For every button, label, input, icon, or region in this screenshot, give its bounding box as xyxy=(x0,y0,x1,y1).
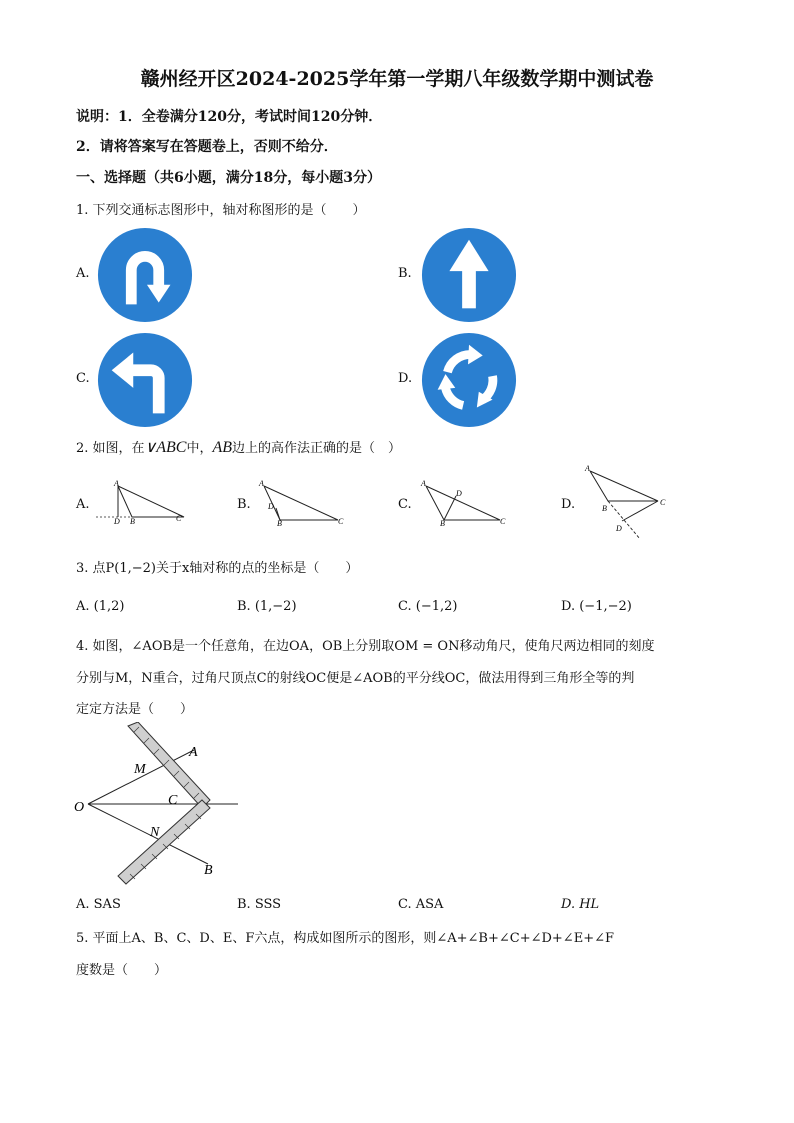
q2b-label-b: B xyxy=(277,519,282,526)
u-turn-sign-icon xyxy=(96,226,194,328)
page-title: 赣州经开区2024-2025学年第一学期八年级数学期中测试卷 xyxy=(140,68,654,90)
q1-option-b-label: B. xyxy=(398,266,412,281)
roundabout-sign-icon xyxy=(420,331,518,433)
left-turn-sign-icon xyxy=(96,331,194,433)
q2b-label-a: A xyxy=(259,479,264,488)
q2c-label-a: A xyxy=(421,479,426,488)
q4-figure xyxy=(70,722,250,894)
q2d-label-d: D xyxy=(616,524,622,533)
note-2: 2．请将答案写在答题卷上，否则不给分． xyxy=(76,139,338,155)
q4-label-o: O xyxy=(74,800,85,815)
q4-stem-line-3: 定定方法是（ ） xyxy=(76,702,194,717)
q3-option-d: D. (−1,−2) xyxy=(561,599,632,614)
q4-label-c: C xyxy=(168,793,178,808)
q2-option-d-label: D. xyxy=(561,497,576,512)
q2a-label-a: A xyxy=(114,479,119,488)
q3-stem: 3. 点P(1,−2)关于x轴对称的点的坐标是（ ） xyxy=(76,561,359,576)
q3-option-a: A. (1,2) xyxy=(76,599,125,614)
q2c-label-d: D xyxy=(456,489,462,498)
q2-figure-b xyxy=(254,476,350,530)
q4-stem-line-1: 4. 如图，∠AOB是一个任意角，在边OA，OB上分别取OM = ON移动角尺，使角尺两边相同的刻度 xyxy=(76,639,655,654)
q3-option-c: C. (−1,2) xyxy=(398,599,458,614)
q2a-label-b: B xyxy=(130,517,135,526)
q2-stem-triangle: ∨ABC xyxy=(144,439,187,456)
q4-label-m: M xyxy=(134,762,146,777)
q2b-label-d: D xyxy=(268,502,274,511)
q2c-label-b: B xyxy=(440,519,445,526)
section-heading: 一、选择题（共6小题，满分18分，每小题3分） xyxy=(76,170,381,186)
q4-option-a: A. SAS xyxy=(76,897,121,912)
q2-stem-part-1: 2. 如图，在 xyxy=(76,441,145,456)
q2-option-b-label: B. xyxy=(237,497,251,512)
q4-option-d: D. HL xyxy=(561,897,600,912)
q5-stem-line-2: 度数是（ ） xyxy=(76,963,168,978)
q4-option-c: C. ASA xyxy=(398,897,444,912)
q3-option-b: B. (1,−2) xyxy=(237,599,297,614)
q1-option-c-label: C. xyxy=(76,371,90,386)
q4-stem-line-2: 分别与M，N重合，过角尺顶点C的射线OC便是∠AOB的平分线OC，做法用得到三角形全等的判 xyxy=(76,671,635,686)
q2c-label-c: C xyxy=(500,517,506,526)
q2-option-c-label: C. xyxy=(398,497,412,512)
q2-figure-a xyxy=(92,476,188,530)
q1-option-d-label: D. xyxy=(398,371,413,386)
straight-arrow-sign-icon xyxy=(420,226,518,328)
q2d-label-c: C xyxy=(660,498,666,507)
q2-stem-part-2: 中， xyxy=(186,441,213,456)
q2-stem-ab: AB xyxy=(212,439,233,456)
q1-option-a-label: A. xyxy=(76,266,90,281)
q2-option-a-label: A. xyxy=(76,497,90,512)
q2a-label-c: C xyxy=(176,514,182,523)
note-1: 说明：1．全卷满分120分，考试时间120分钟． xyxy=(76,109,383,125)
q2-stem-part-3: 边上的高作法正确的是（ ） xyxy=(232,441,402,456)
q4-label-b: B xyxy=(204,863,213,878)
q2-figure-c xyxy=(416,476,512,530)
q5-stem-line-1: 5. 平面上A、B、C、D、E、F六点，构成如图所示的图形，则∠A+∠B+∠C+∠D+∠E+∠F xyxy=(76,931,614,946)
q4-option-b: B. SSS xyxy=(237,897,282,912)
q2-stem xyxy=(76,437,401,457)
q2-figure-d xyxy=(580,463,670,547)
q4-label-a: A xyxy=(189,745,198,760)
q2d-label-a: A xyxy=(585,464,590,473)
q1-stem: 1. 下列交通标志图形中，轴对称图形的是（ ） xyxy=(76,203,366,218)
q4-label-n: N xyxy=(150,825,160,840)
q2d-label-b: B xyxy=(602,504,607,513)
q2a-label-d: D xyxy=(114,517,120,526)
q2b-label-c: C xyxy=(338,517,344,526)
